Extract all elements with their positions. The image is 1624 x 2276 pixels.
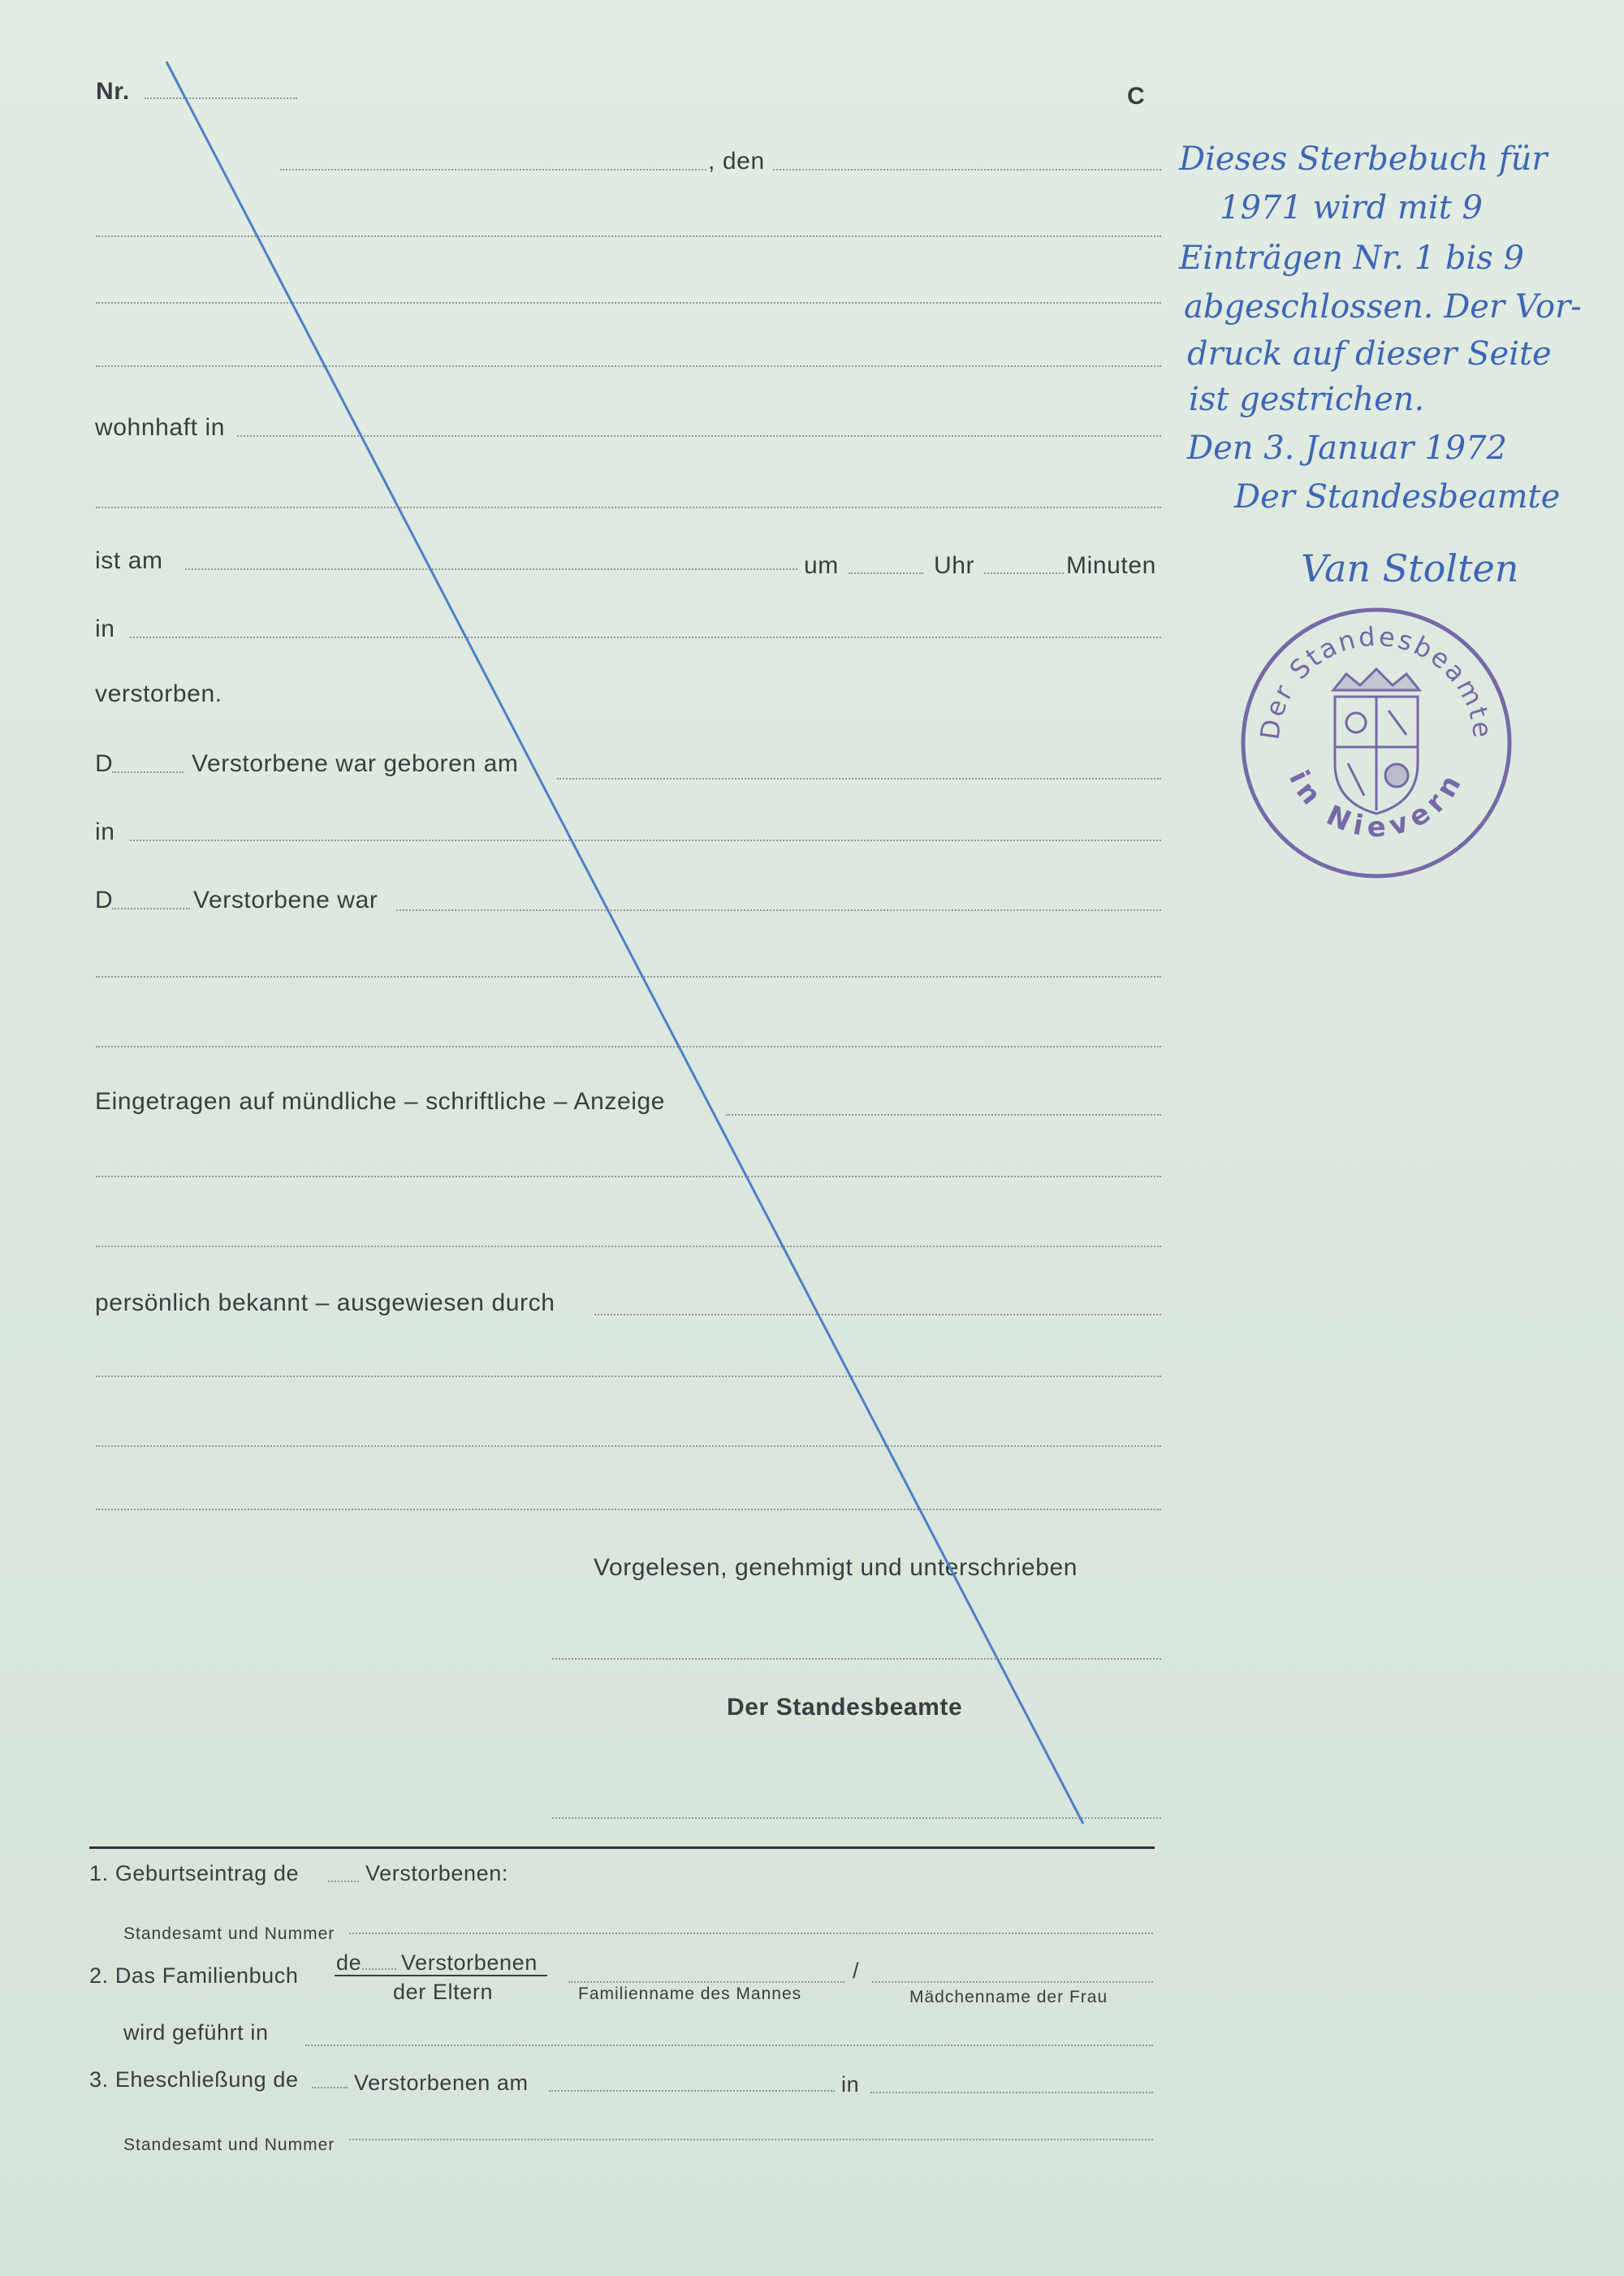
wohnhaft-label: wohnhaft in	[95, 414, 226, 441]
annotation-line-1: Dieses Sterbebuch für	[1179, 140, 1548, 178]
annotation-line-6: ist gestrichen.	[1189, 381, 1425, 418]
annotation-line-2: 1971 wird mit 9	[1220, 189, 1483, 227]
de-label: de	[336, 1950, 362, 1975]
stamp-bottom-text: in Nievern	[1282, 764, 1471, 844]
standesamt-label-3: Standesamt und Nummer	[123, 2136, 335, 2154]
verstorben-label: verstorben.	[95, 680, 222, 707]
nr-label: Nr.	[96, 78, 130, 105]
verstorbenen-label: Verstorbenen	[401, 1950, 538, 1975]
geboren-label: Verstorbene war geboren am	[192, 750, 519, 777]
in-label: in	[95, 615, 115, 642]
d-label: D	[95, 750, 114, 777]
minuten-label: Minuten	[1066, 552, 1156, 579]
annotation-line-8: Der Standesbeamte	[1234, 478, 1561, 516]
annotation-line-7: Den 3. Januar 1972	[1187, 430, 1507, 467]
standesbeamte-label: Der Standesbeamte	[727, 1694, 963, 1721]
slash-separator: /	[853, 1959, 860, 1983]
um-label: um	[804, 552, 839, 579]
uhr-label: Uhr	[934, 552, 975, 579]
item1-suffix: Verstorbenen:	[365, 1861, 508, 1885]
familienname-label: Familienname des Mannes	[578, 1984, 802, 2003]
signature: Van Stolten	[1301, 546, 1519, 590]
in-label-2: in	[95, 818, 115, 845]
item2-label: 2. Das Familienbuch	[89, 1963, 299, 1988]
item1-label: 1. Geburtseintrag de	[89, 1861, 300, 1885]
maedchenname-label: Mädchenname der Frau	[909, 1988, 1108, 2006]
item3-suffix: Verstorbenen am	[354, 2071, 529, 2095]
standesamt-label-1: Standesamt und Nummer	[123, 1924, 335, 1943]
eltern-label: der Eltern	[393, 1980, 494, 2004]
bekannt-label: persönlich bekannt – ausgewiesen durch	[95, 1289, 555, 1316]
annotation-line-3: Einträgen Nr. 1 bis 9	[1179, 240, 1524, 277]
vorgelesen-label: Vorgelesen, genehmigt und unterschrieben	[594, 1554, 1078, 1581]
annotation-line-5: druck auf dieser Seite	[1187, 335, 1552, 373]
stamp-top-text: Der Standesbeamte	[1254, 620, 1499, 742]
gefuehrt-label: wird geführt in	[123, 2020, 269, 2045]
in-label-3: in	[841, 2072, 860, 2097]
annotation-line-4: abgeschlossen. Der Vor-	[1184, 288, 1582, 326]
official-stamp	[1234, 601, 1518, 885]
eingetragen-label: Eingetragen auf mündliche – schriftliche – Anzeige	[95, 1088, 666, 1115]
war-label: Verstorbene war	[193, 887, 378, 913]
d-label-2: D	[95, 887, 114, 913]
coat-of-arms-icon	[1333, 669, 1419, 814]
letter-c: C	[1127, 83, 1146, 110]
den-label: , den	[708, 148, 765, 175]
ist-am-label: ist am	[95, 547, 163, 574]
item3-label: 3. Eheschließung de	[89, 2067, 299, 2092]
